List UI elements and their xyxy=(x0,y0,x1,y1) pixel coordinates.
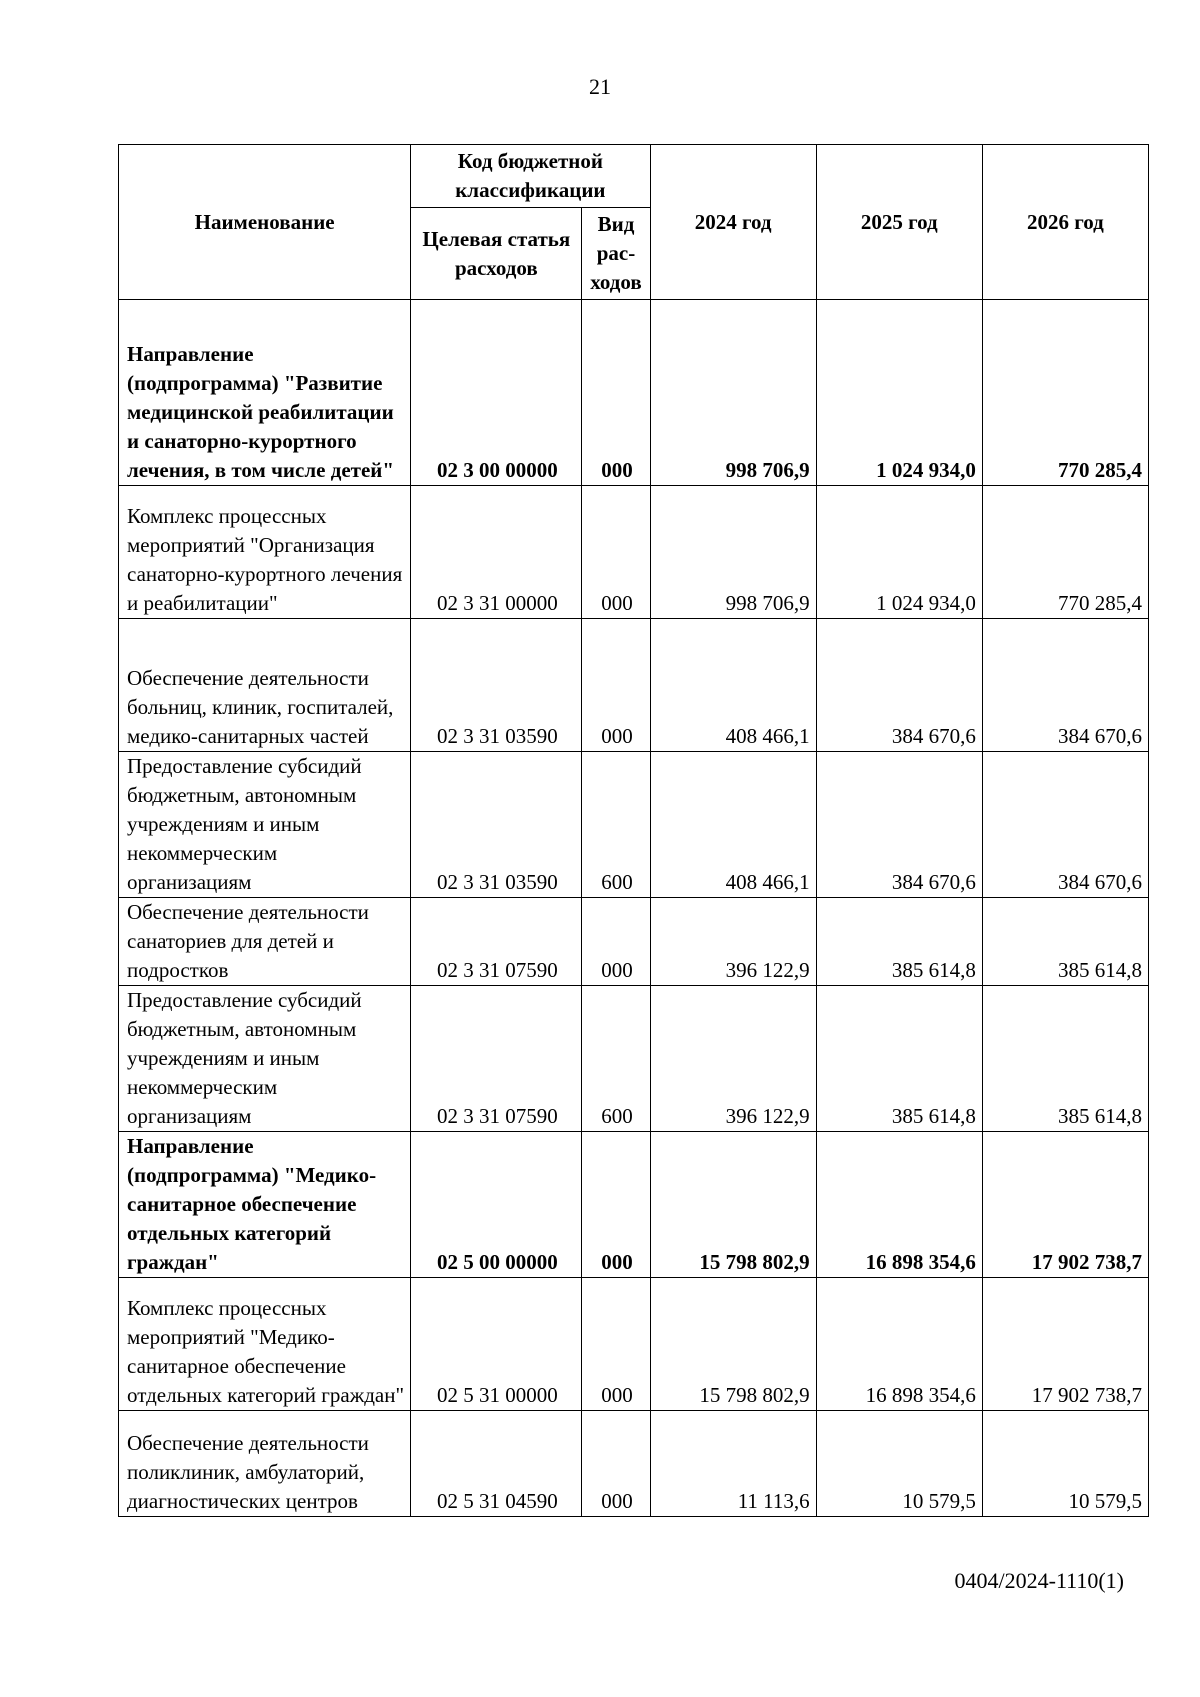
table-row xyxy=(119,486,1149,619)
table-row xyxy=(119,1132,1149,1278)
row-name: Обеспечение деятельности больниц, клиник, госпиталей, медико-санитарных частей xyxy=(119,619,411,752)
header-expense-kind: Вид рас-ходов xyxy=(582,208,650,300)
row-value-2025: 10 579,5 xyxy=(816,1411,982,1517)
row-value-2026: 384 670,6 xyxy=(982,619,1148,752)
row-value-2026: 17 902 738,7 xyxy=(982,1132,1148,1278)
row-target-article: 02 3 31 07590 xyxy=(411,986,582,1132)
table-row xyxy=(119,986,1149,1132)
row-target-article: 02 3 31 03590 xyxy=(411,619,582,752)
row-value-2024: 998 706,9 xyxy=(650,486,816,619)
row-value-2026: 385 614,8 xyxy=(982,898,1148,986)
header-year-2026: 2026 год xyxy=(982,145,1148,300)
row-value-2025: 16 898 354,6 xyxy=(816,1132,982,1278)
table-row xyxy=(119,619,1149,752)
budget-table xyxy=(118,144,1149,1517)
row-target-article: 02 5 31 04590 xyxy=(411,1411,582,1517)
row-expense-kind: 000 xyxy=(582,300,650,486)
row-value-2024: 998 706,9 xyxy=(650,300,816,486)
table-row xyxy=(119,300,1149,486)
row-name: Обеспечение деятельности поликлиник, амбулаторий, диагностических центров xyxy=(119,1411,411,1517)
row-value-2025: 385 614,8 xyxy=(816,986,982,1132)
row-value-2024: 396 122,9 xyxy=(650,986,816,1132)
row-name: Направление (подпрограмма) "Развитие медицинской реабилитации и санаторно-курортного лечения, в том числе детей" xyxy=(119,300,411,486)
row-value-2026: 17 902 738,7 xyxy=(982,1278,1148,1411)
row-value-2025: 1 024 934,0 xyxy=(816,486,982,619)
row-name: Комплекс процессных мероприятий "Организация санаторно-курортного лечения и реабилитации" xyxy=(119,486,411,619)
row-target-article: 02 5 31 00000 xyxy=(411,1278,582,1411)
table-row xyxy=(119,752,1149,898)
row-expense-kind: 000 xyxy=(582,619,650,752)
row-value-2025: 384 670,6 xyxy=(816,619,982,752)
row-target-article: 02 5 00 00000 xyxy=(411,1132,582,1278)
row-value-2024: 408 466,1 xyxy=(650,619,816,752)
row-target-article: 02 3 00 00000 xyxy=(411,300,582,486)
row-value-2024: 408 466,1 xyxy=(650,752,816,898)
row-expense-kind: 000 xyxy=(582,1132,650,1278)
row-value-2026: 10 579,5 xyxy=(982,1411,1148,1517)
row-value-2024: 15 798 802,9 xyxy=(650,1278,816,1411)
row-value-2026: 385 614,8 xyxy=(982,986,1148,1132)
row-name: Комплекс процессных мероприятий "Медико-санитарное обеспечение отдельных категорий граждан" xyxy=(119,1278,411,1411)
row-value-2024: 396 122,9 xyxy=(650,898,816,986)
row-value-2025: 1 024 934,0 xyxy=(816,300,982,486)
row-value-2026: 770 285,4 xyxy=(982,486,1148,619)
row-expense-kind: 000 xyxy=(582,486,650,619)
table-body xyxy=(119,300,1149,1517)
row-expense-kind: 000 xyxy=(582,1411,650,1517)
document-id: 0404/2024-1110(1) xyxy=(954,1568,1124,1593)
page-number: 21 xyxy=(589,74,611,99)
row-expense-kind: 600 xyxy=(582,752,650,898)
row-target-article: 02 3 31 00000 xyxy=(411,486,582,619)
header-target-article: Целевая статья расходов xyxy=(411,208,582,300)
row-value-2026: 384 670,6 xyxy=(982,752,1148,898)
row-name: Предоставление субсидий бюджетным, автономным учреждениям и иным некоммерческим организациям xyxy=(119,752,411,898)
row-value-2025: 16 898 354,6 xyxy=(816,1278,982,1411)
table-row xyxy=(119,1411,1149,1517)
table-row xyxy=(119,1278,1149,1411)
row-value-2026: 770 285,4 xyxy=(982,300,1148,486)
header-year-2024: 2024 год xyxy=(650,145,816,300)
row-value-2024: 15 798 802,9 xyxy=(650,1132,816,1278)
row-expense-kind: 000 xyxy=(582,898,650,986)
row-name: Направление (подпрограмма) "Медико-санитарное обеспечение отдельных категорий граждан" xyxy=(119,1132,411,1278)
row-name: Предоставление субсидий бюджетным, автономным учреждениям и иным некоммерческим организациям xyxy=(119,986,411,1132)
row-value-2025: 385 614,8 xyxy=(816,898,982,986)
row-value-2025: 384 670,6 xyxy=(816,752,982,898)
row-value-2024: 11 113,6 xyxy=(650,1411,816,1517)
header-name: Наименование xyxy=(119,145,411,300)
row-name: Обеспечение деятельности санаториев для детей и подростков xyxy=(119,898,411,986)
header-row-1 xyxy=(119,145,1149,208)
row-target-article: 02 3 31 03590 xyxy=(411,752,582,898)
row-target-article: 02 3 31 07590 xyxy=(411,898,582,986)
row-expense-kind: 600 xyxy=(582,986,650,1132)
header-year-2025: 2025 год xyxy=(816,145,982,300)
header-code-group: Код бюджетной классификации xyxy=(411,145,650,208)
table-row xyxy=(119,898,1149,986)
row-expense-kind: 000 xyxy=(582,1278,650,1411)
